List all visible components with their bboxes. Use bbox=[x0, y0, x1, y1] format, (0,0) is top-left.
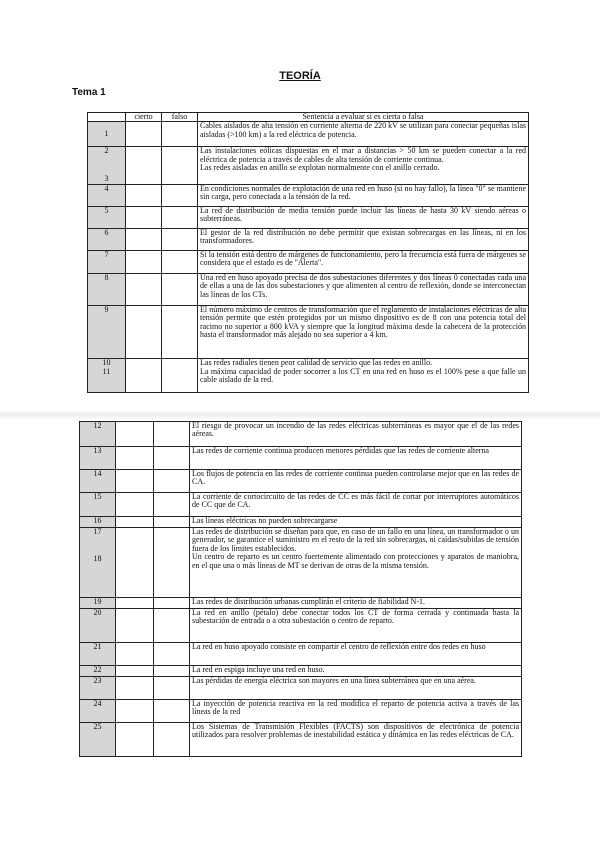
sentence-text: La red de distribución de media tensión puede incluir las líneas de hasta 30 kV siendo aéreas o subterráneas. bbox=[198, 206, 529, 228]
table-row bbox=[88, 305, 529, 358]
header-sentence: Sentencia a evaluar si es cierta o falsa bbox=[198, 113, 529, 122]
row-number: 7 bbox=[88, 250, 126, 273]
falso-cell[interactable] bbox=[154, 493, 190, 517]
falso-cell[interactable] bbox=[162, 250, 198, 273]
cierto-cell[interactable] bbox=[126, 250, 162, 273]
row-number: 19 bbox=[80, 598, 116, 609]
sentence-text: Los flujos de potencia en las redes de corriente continua pueden controlarse mejor que en las redes de CA. bbox=[190, 470, 522, 493]
cierto-cell[interactable] bbox=[116, 666, 154, 677]
question-table-2 bbox=[79, 421, 522, 757]
table-row bbox=[88, 228, 529, 250]
row-number: 18 bbox=[93, 554, 102, 563]
falso-cell[interactable] bbox=[154, 528, 190, 598]
header-number-cell bbox=[88, 113, 126, 122]
sentence-text: Las redes radiales tienen peor calidad de servicio que las redes en anillo. bbox=[200, 358, 433, 367]
table-row bbox=[80, 643, 522, 666]
falso-cell[interactable] bbox=[154, 598, 190, 609]
table-row bbox=[80, 666, 522, 677]
table-row bbox=[88, 122, 529, 147]
cierto-cell[interactable] bbox=[126, 122, 162, 147]
table-row bbox=[80, 422, 522, 447]
cierto-cell[interactable] bbox=[126, 305, 162, 358]
row-number: 8 bbox=[88, 273, 126, 305]
sentence-text: La inyección de potencia reactiva en la red modifica el reparto de potencia activa a través de las líneas de la red bbox=[190, 700, 522, 723]
table-row bbox=[80, 700, 522, 723]
sentence-text: Un centro de reparto es un centro fuertemente alimentado con protecciones y aparatos de maniobra, en el que una o más líneas de MT se derivan de otras de la misma tensión. bbox=[192, 552, 519, 570]
cierto-cell[interactable] bbox=[126, 184, 162, 206]
header-cierto: cierto bbox=[126, 113, 162, 122]
row-number: 24 bbox=[80, 700, 116, 723]
sentence-text: El riesgo de provocar un incendio de las redes eléctricas subterráneas es mayor que el de las redes aéreas. bbox=[190, 422, 522, 447]
section-heading: Tema 1 bbox=[72, 87, 106, 98]
sentence-text: El gestor de la red distribución no debe permitir que existan sobrecargas en las líneas, ni en los transformadores. bbox=[198, 228, 529, 250]
row-number: 10 bbox=[102, 358, 111, 367]
falso-cell[interactable] bbox=[154, 677, 190, 700]
cierto-cell[interactable] bbox=[116, 609, 154, 643]
table-row bbox=[80, 677, 522, 700]
question-table-1 bbox=[87, 112, 529, 393]
table-header-row bbox=[88, 113, 529, 122]
falso-cell[interactable] bbox=[162, 305, 198, 358]
sentence-text-pair bbox=[198, 358, 529, 392]
falso-cell[interactable] bbox=[162, 184, 198, 206]
row-number: 12 bbox=[80, 422, 116, 447]
sentence-text: Las pérdidas de energía eléctrica son mayores en una línea subterránea que en una aérea. bbox=[190, 677, 522, 700]
falso-cell[interactable] bbox=[154, 470, 190, 493]
row-number-pair bbox=[80, 528, 116, 598]
sentence-text: Las instalaciones eólicas dispuestas en el mar a distancias > 50 km se pueden conectar a la red eléctrica de potencia a través de cables de alta tensión de corriente continua. bbox=[200, 146, 526, 164]
sentence-text: Cables aislados de alta tensión en corriente alterna de 220 kV se utilizan para conectar pequeñas islas aisladas (>100 km) a la red eléctrica de potencia. bbox=[198, 122, 529, 147]
row-number: 22 bbox=[80, 666, 116, 677]
row-number: 2 bbox=[104, 146, 109, 156]
header-falso: falso bbox=[162, 113, 198, 122]
cierto-cell[interactable] bbox=[126, 358, 162, 392]
cierto-cell[interactable] bbox=[126, 228, 162, 250]
table-row bbox=[80, 447, 522, 470]
page-title: TEORÍA bbox=[279, 70, 321, 82]
cierto-cell[interactable] bbox=[116, 598, 154, 609]
table-row bbox=[80, 723, 522, 757]
falso-cell[interactable] bbox=[154, 447, 190, 470]
row-number: 16 bbox=[80, 517, 116, 528]
cierto-cell[interactable] bbox=[116, 493, 154, 517]
sentence-text: La red en espiga incluye una red en huso. bbox=[190, 666, 522, 677]
row-number-pair bbox=[88, 358, 126, 392]
falso-cell[interactable] bbox=[162, 273, 198, 305]
table-row bbox=[80, 528, 522, 598]
row-number: 20 bbox=[80, 609, 116, 643]
sentence-text-pair bbox=[198, 147, 529, 184]
cierto-cell[interactable] bbox=[116, 700, 154, 723]
row-number: 21 bbox=[80, 643, 116, 666]
row-number: 1 bbox=[88, 122, 126, 147]
falso-cell[interactable] bbox=[162, 122, 198, 147]
row-number: 23 bbox=[80, 677, 116, 700]
table-row bbox=[80, 609, 522, 643]
falso-cell[interactable] bbox=[162, 358, 198, 392]
cierto-cell[interactable] bbox=[116, 643, 154, 666]
row-number: 14 bbox=[80, 470, 116, 493]
falso-cell[interactable] bbox=[162, 228, 198, 250]
falso-cell[interactable] bbox=[154, 723, 190, 757]
cierto-cell[interactable] bbox=[126, 273, 162, 305]
cierto-cell[interactable] bbox=[126, 147, 162, 184]
cierto-cell[interactable] bbox=[116, 470, 154, 493]
falso-cell[interactable] bbox=[154, 609, 190, 643]
row-number: 5 bbox=[88, 206, 126, 228]
row-number: 3 bbox=[104, 174, 109, 184]
cierto-cell[interactable] bbox=[126, 206, 162, 228]
table-row bbox=[80, 598, 522, 609]
table-row bbox=[88, 206, 529, 228]
sentence-text: En condiciones normales de explotación de una red en huso (si no hay fallo), la línea "0" se mantiene sin carga, pero conectada a la tensión de la red. bbox=[198, 184, 529, 206]
sentence-text: El número máximo de centros de transformación que el reglamento de instalaciones eléctricas de alta tensión permite que estén protegidos por un mismo dispositivo es de 8 con una potencia total del racimo no superior a 800 kVA y siempre que la longitud máxima desde la cabecera de la protección hasta el transformador más alejado no sea superior a 4 km. bbox=[198, 305, 529, 358]
row-number: 11 bbox=[102, 366, 111, 376]
cierto-cell[interactable] bbox=[116, 677, 154, 700]
sentence-text: Las líneas eléctricas no pueden sobrecargarse bbox=[190, 517, 522, 528]
row-number: 17 bbox=[93, 527, 102, 536]
row-number: 13 bbox=[80, 447, 116, 470]
falso-cell[interactable] bbox=[154, 422, 190, 447]
table-row bbox=[80, 470, 522, 493]
sentence-text: La red en huso apoyado consiste en compartir el centro de reflexión entre dos redes en huso bbox=[190, 643, 522, 666]
sentence-text: Las redes de distribución urbanas cumplirán el criterio de fiabilidad N-1. bbox=[190, 598, 522, 609]
table-row bbox=[88, 250, 529, 273]
falso-cell[interactable] bbox=[154, 700, 190, 723]
falso-cell[interactable] bbox=[154, 517, 190, 528]
cierto-cell[interactable] bbox=[116, 723, 154, 757]
row-number-pair bbox=[88, 147, 126, 184]
table-row bbox=[88, 273, 529, 305]
cierto-cell[interactable] bbox=[116, 447, 154, 470]
table-row bbox=[88, 184, 529, 206]
falso-cell[interactable] bbox=[154, 666, 190, 677]
falso-cell[interactable] bbox=[162, 147, 198, 184]
page-tear-divider bbox=[0, 410, 600, 420]
cierto-cell[interactable] bbox=[116, 517, 154, 528]
sentence-text: La máxima capacidad de poder socorrer a los CT en una red en huso es el 100% pese a que falle un cable aislado de la red. bbox=[200, 366, 526, 385]
falso-cell[interactable] bbox=[162, 206, 198, 228]
table-row bbox=[80, 517, 522, 528]
sentence-text: La red en anillo (pétalo) debe conectar todos los CT de forma cerrada y continuada hasta la subestación de entrada o a otra subestación o centro de reparto. bbox=[190, 609, 522, 643]
cierto-cell[interactable] bbox=[116, 422, 154, 447]
falso-cell[interactable] bbox=[154, 643, 190, 666]
sentence-text: Los Sistemas de Transmisión Flexibles (FACTS) son dispositivos de electrónica de potencia utilizados para resolver problemas de inestabilidad estática y dinámica en las redes eléctricas de CA. bbox=[190, 723, 522, 757]
sentence-text: Una red en huso apoyado precisa de dos subestaciones diferentes y dos líneas 0 conectadas cada una de ellas a una de las dos subestaciones y que alimenten al centro de reflexión, donde se interconectan las líneas de los CTs. bbox=[198, 273, 529, 305]
sentence-text: La corriente de cortocircuito de las redes de CC es más fácil de cortar por interruptores automáticos de CC que de CA. bbox=[190, 493, 522, 517]
sentence-text-pair bbox=[190, 528, 522, 598]
sentence-text: Si la tensión está dentro de márgenes de funcionamiento, pero la frecuencia está fuera de márgenes se considera que el estado es de "Alerta". bbox=[198, 250, 529, 273]
sentence-text: Las redes de corriente continua producen menores pérdidas que las redes de corriente alterna bbox=[190, 447, 522, 470]
cierto-cell[interactable] bbox=[116, 528, 154, 598]
sentence-text: Las redes aisladas en anillo se explotan normalmente con el anillo cerrado. bbox=[200, 163, 440, 173]
row-number: 9 bbox=[88, 305, 126, 358]
table-row bbox=[88, 147, 529, 184]
sentence-text: Las redes de distribución se diseñan para que, en caso de un fallo en una línea, un transformador o un generador, se garantice el suministro en el resto de la red sin sobrecargas, ni caídas/subidas de tensión fuera de los límites establecidos. bbox=[192, 527, 519, 553]
row-number: 4 bbox=[88, 184, 126, 206]
table-row bbox=[88, 358, 529, 392]
row-number: 6 bbox=[88, 228, 126, 250]
row-number: 15 bbox=[80, 493, 116, 517]
row-number: 25 bbox=[80, 723, 116, 757]
table-row bbox=[80, 493, 522, 517]
